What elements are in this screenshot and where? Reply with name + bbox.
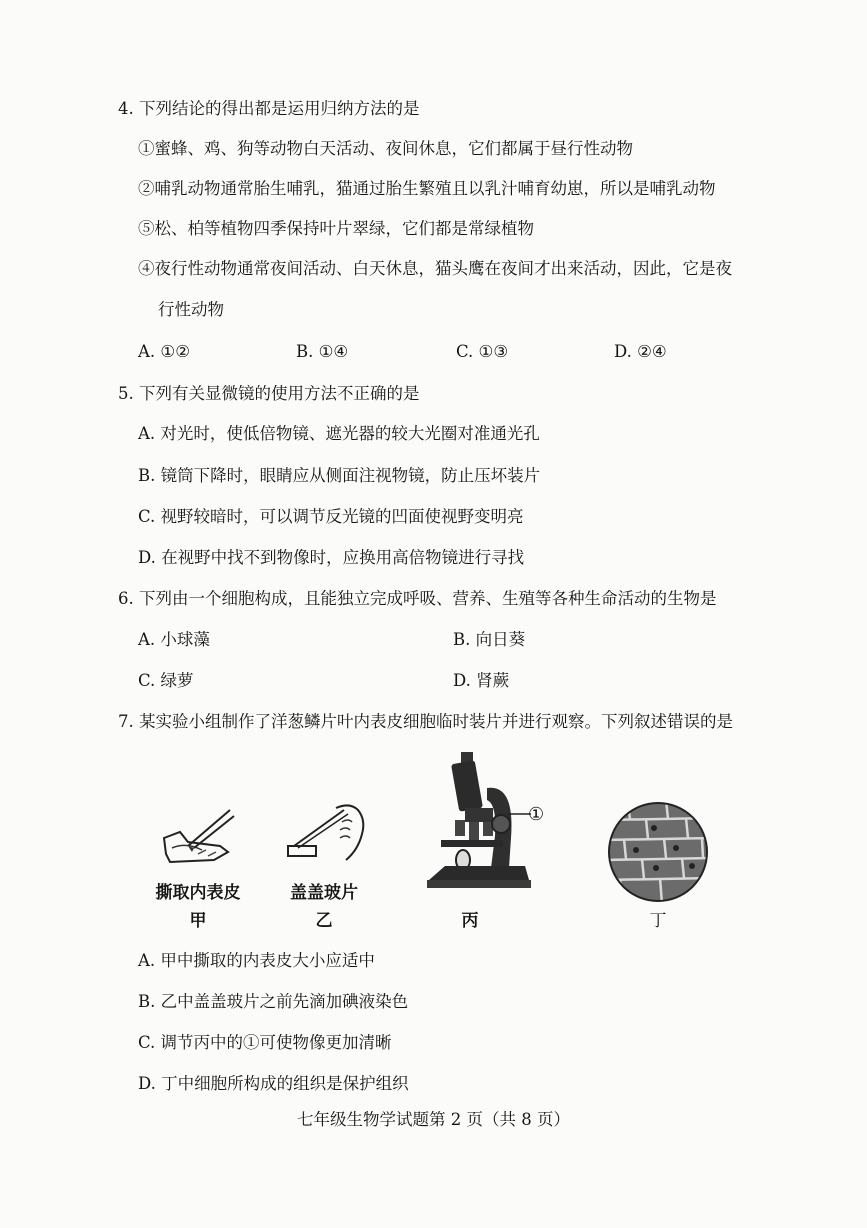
page-footer: 七年级生物学试题第 2 页（共 8 页） xyxy=(297,1110,570,1129)
q7-option-c: C. 调节丙中的①可使物像更加清晰 xyxy=(138,1033,392,1052)
q5-stem: 5. 下列有关显微镜的使用方法不正确的是 xyxy=(118,384,420,403)
yi-label: 乙 xyxy=(315,911,333,931)
q4-item-4: ④夜行性动物通常夜间活动、白天休息，猫头鹰在夜间才出来活动，因此，它是夜 xyxy=(138,259,732,278)
ding-label: 丁 xyxy=(649,911,667,931)
jia-action-caption: 撕取内表皮 xyxy=(155,883,241,903)
bing-label: 丙 xyxy=(461,911,479,931)
q4-stem: 4. 下列结论的得出都是运用归纳方法的是 xyxy=(118,99,420,118)
q7-stem: 7. 某实验小组制作了洋葱鳞片叶内表皮细胞临时装片并进行观察。下列叙述错误的是 xyxy=(118,712,733,731)
q4-item-1: ①蜜蜂、鸡、狗等动物白天活动、夜间休息，它们都属于昼行性动物 xyxy=(138,139,633,158)
q4-option-d: D. ②④ xyxy=(614,342,667,361)
q6-option-d: D. 肾蕨 xyxy=(453,671,510,690)
q6-stem: 6. 下列由一个细胞构成，且能独立完成呼吸、营养、生殖等各种生命活动的生物是 xyxy=(118,589,717,608)
q7-option-d: D. 丁中细胞所构成的组织是保护组织 xyxy=(138,1074,409,1093)
q6-option-c: C. 绿萝 xyxy=(138,671,194,690)
q6-option-a: A. 小球藻 xyxy=(138,630,210,649)
q4-item-4-cont: 行性动物 xyxy=(158,300,224,319)
q6-option-b: B. 向日葵 xyxy=(453,630,526,649)
yi-action-caption: 盖盖玻片 xyxy=(290,883,358,903)
q4-item-3: ⑤松、柏等植物四季保持叶片翠绿，它们都是常绿植物 xyxy=(138,219,534,238)
q4-option-b: B. ①④ xyxy=(296,342,349,361)
q4-option-c: C. ①③ xyxy=(456,342,509,361)
q5-option-c: C. 视野较暗时，可以调节反光镜的凹面使视野变明亮 xyxy=(138,507,524,526)
jia-label: 甲 xyxy=(189,911,207,931)
q7-option-b: B. 乙中盖盖玻片之前先滴加碘液染色 xyxy=(138,992,409,1011)
q7-option-a: A. 甲中撕取的内表皮大小应适中 xyxy=(138,951,375,970)
cell-field-of-view-illustration xyxy=(606,800,710,904)
q5-option-d: D. 在视野中找不到物像时，应换用高倍物镜进行寻找 xyxy=(138,548,525,567)
adjustment-knob-pointer-label: ① xyxy=(528,804,545,825)
coverslip-illustration xyxy=(284,800,370,866)
q4-option-a: A. ①② xyxy=(138,342,190,361)
q5-option-b: B. 镜筒下降时，眼睛应从侧面注视物镜，防止压坏装片 xyxy=(138,466,541,485)
q4-item-2: ②哺乳动物通常胎生哺乳，猫通过胎生繁殖且以乳汁哺育幼崽，所以是哺乳动物 xyxy=(138,179,716,198)
peeling-epidermis-illustration xyxy=(158,806,238,866)
q5-option-a: A. 对光时，使低倍物镜、遮光器的较大光圈对准通光孔 xyxy=(138,424,540,443)
